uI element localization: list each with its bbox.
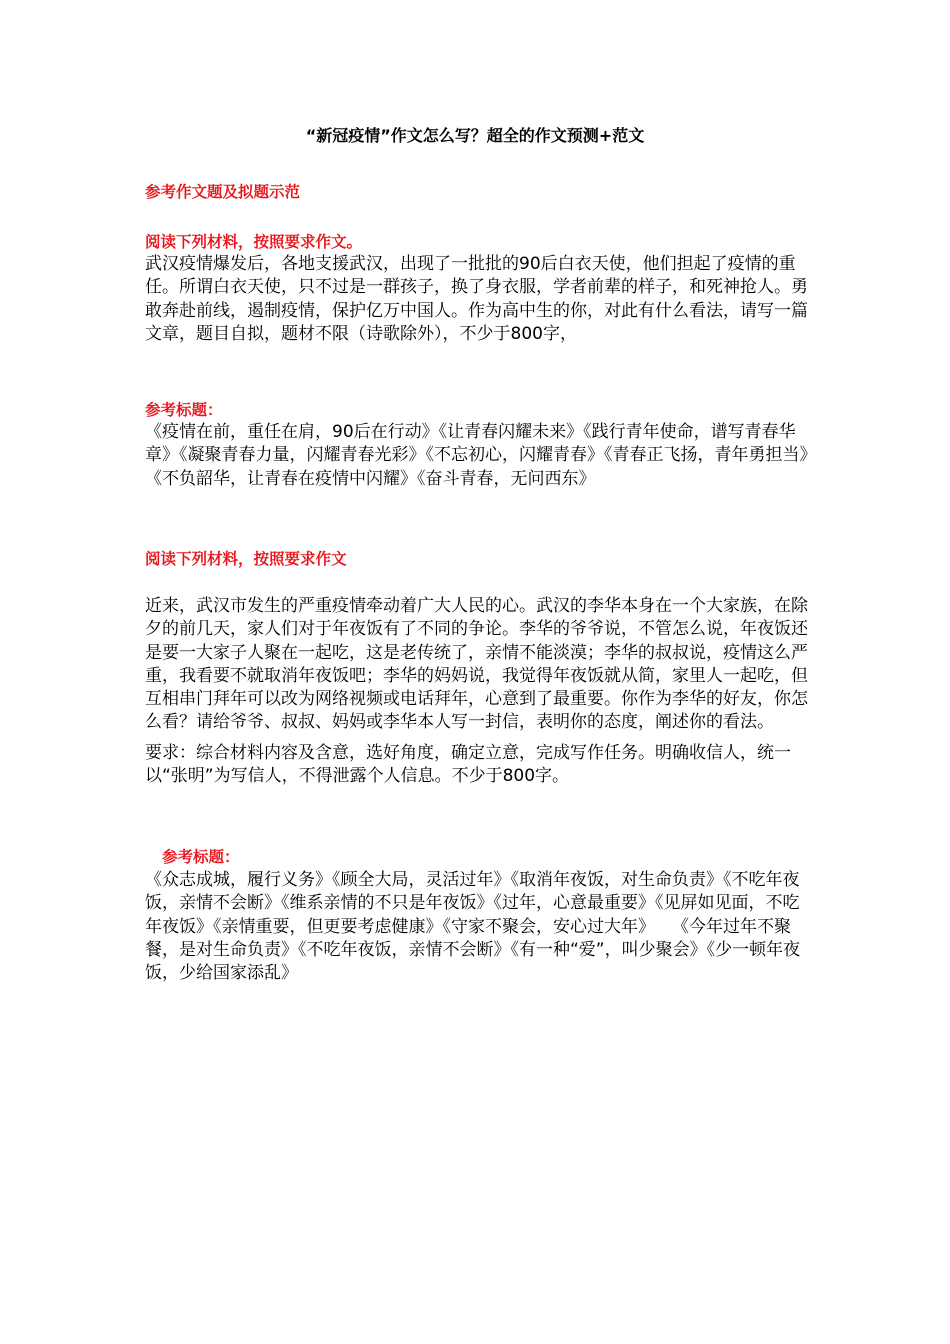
prompt2-titles-heading: 参考标题： xyxy=(162,848,240,866)
document-title: “新冠疫情”作文怎么写？超全的作文预测+范文 xyxy=(305,126,645,145)
section-heading: 参考作文题及拟题示范 xyxy=(145,183,301,201)
prompt2-requirement: 要求：综合材料内容及含意，选好角度，确定立意，完成写作任务。明确收信人，统一以“张明”为写信人，不得泄露个人信息。不少于800字。 xyxy=(145,743,791,787)
prompt1-titles: 《疫情在前，重任在肩，90后在行动》《让青春闪耀未来》《践行青年使命，谱写青春华章》《凝聚青春力量，闪耀青春光彩》《不忘初心，闪耀青春》《青春正飞扬，青年勇担当》《不负韶华，让青春在疫情中闪耀》《奋斗青春，无问西东》 xyxy=(145,422,808,489)
prompt2-body: 近来，武汉市发生的严重疫情牵动着广大人民的心。武汉的李华本身在一个大家族，在除夕的前几天，家人们对于年夜饭有了不同的争论。李华的爷爷说，不管怎么说，年夜饭还是要一大家子人聚在一起吃，这是老传统了，亲情不能淡漠；李华的叔叔说，疫情这么严重，我看要不就取消年夜饭吧；李华的妈妈说，我觉得年夜饭就从简，家里人一起吃，但互相串门拜年可以改为网络视频或电话拜年，心意到了最重要。你作为李华的好友，你怎么看？请给爷爷、叔叔、妈妈或李华本人写一封信，表明你的态度，阐述你的看法。 xyxy=(145,596,808,733)
prompt2-heading: 阅读下列材料，按照要求作文 xyxy=(145,550,347,568)
prompt1-titles-heading: 参考标题： xyxy=(145,401,223,419)
prompt2-titles: 《众志成城，履行义务》《顾全大局，灵活过年》《取消年夜饭，对生命负责》《不吃年夜饭，亲情不会断》《维系亲情的不只是年夜饭》《过年，心意最重要》《见屏如见面，不吃年夜饭》《亲情重要，但更要考虑健康》《守家不聚会，安心过大年》 《今年过年不聚餐，是对生命负责》《不吃年夜饭，亲情不会断》《有一种“爱”，叫少聚会》《少一顿年夜饭，少给国家添乱》 xyxy=(145,870,801,984)
prompt1-body: 武汉疫情爆发后，各地支援武汉，出现了一批批的90后白衣天使，他们担起了疫情的重任。所谓白衣天使，只不过是一群孩子，换了身衣服，学者前辈的样子，和死神抢人。勇敢奔赴前线，遏制疫情，保护亿万中国人。作为高中生的你，对此有什么看法，请写一篇文章，题目自拟，题材不限（诗歌除外），不少于800字， xyxy=(145,254,808,344)
prompt1-heading: 阅读下列材料，按照要求作文。 xyxy=(145,233,363,251)
